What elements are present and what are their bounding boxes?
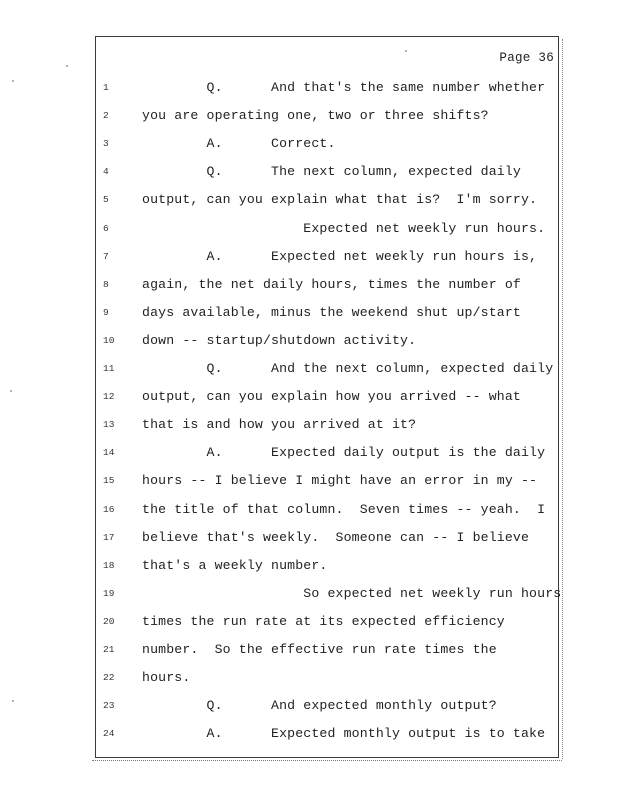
line-number: 1 (103, 82, 109, 93)
scan-speck (12, 700, 14, 702)
line-number: 15 (103, 475, 115, 487)
bottom-rule (92, 760, 562, 761)
line-text: output, can you explain how you arrived -- what (142, 389, 521, 405)
transcript-line (96, 558, 558, 578)
line-text: Expected net weekly run hours. (142, 220, 546, 236)
line-number: 7 (103, 250, 109, 262)
line-text: that's a weekly number. (142, 557, 328, 573)
line-text: Q. And the next column, expected daily (142, 361, 554, 376)
line-number: 24 (103, 728, 115, 740)
scan-speck (405, 50, 407, 52)
line-number: 5 (103, 194, 109, 206)
transcript-line (96, 417, 558, 437)
line-number: 17 (103, 531, 115, 543)
transcript-line (96, 530, 558, 550)
line-number: 14 (103, 447, 115, 459)
line-text: A. Correct. (142, 136, 336, 152)
transcript-page (95, 36, 562, 758)
line-number: 13 (103, 419, 115, 431)
transcript-line (96, 221, 558, 241)
line-number: 8 (103, 278, 109, 290)
transcript-line (96, 192, 558, 212)
transcript-line (96, 726, 558, 746)
line-number: 16 (103, 503, 115, 515)
scan-speck (10, 390, 12, 392)
line-text: believe that's weekly. Someone can -- I believe (142, 529, 530, 545)
line-number: 4 (103, 166, 109, 178)
line-number: 21 (103, 644, 115, 655)
line-number: 2 (103, 110, 109, 122)
transcript-line (96, 361, 558, 381)
line-text: times the run rate at its expected efficiency (142, 613, 505, 629)
line-number: 6 (103, 222, 109, 234)
line-text: that is and how you arrived at it? (142, 417, 417, 433)
page-number: Page 36 (499, 51, 554, 65)
line-text: hours -- I believe I might have an error in my -- (142, 473, 538, 489)
line-text: Q. And expected monthly output? (142, 698, 497, 714)
transcript-line (96, 389, 558, 409)
transcript-line (96, 445, 558, 465)
line-number: 18 (103, 559, 115, 571)
transcript-line (96, 614, 558, 634)
transcript-line (96, 333, 558, 353)
transcript-line (96, 670, 558, 690)
line-text: output, can you explain what that is? I'm sorry. (142, 192, 538, 208)
line-text: So expected net weekly run hours (142, 585, 562, 601)
line-number: 20 (103, 615, 115, 627)
transcript-line (96, 108, 558, 128)
line-text: A. Expected net weekly run hours is, (142, 248, 538, 264)
line-text: Q. The next column, expected daily (142, 164, 521, 180)
line-number: 22 (103, 672, 115, 684)
transcript-line (96, 473, 558, 493)
transcript-line (96, 164, 558, 184)
line-number: 23 (103, 700, 115, 712)
line-text: again, the net daily hours, times the number of (142, 276, 521, 292)
transcript-line (96, 698, 558, 718)
line-number: 11 (103, 363, 115, 374)
transcript-line (96, 249, 558, 269)
line-text: A. Expected monthly output is to take (142, 726, 546, 742)
scan-speck (12, 80, 14, 82)
transcript-line (96, 136, 558, 156)
line-number: 3 (103, 138, 109, 150)
line-number: 10 (103, 334, 115, 346)
line-text: you are operating one, two or three shifts? (142, 108, 489, 124)
transcript-line (96, 277, 558, 297)
line-text: the title of that column. Seven times -- yeah. I (142, 501, 546, 517)
line-text: hours. (142, 670, 191, 686)
line-text: A. Expected daily output is the daily (142, 445, 546, 461)
line-text: Q. And that's the same number whether (142, 80, 546, 95)
transcript-line (96, 502, 558, 522)
line-number: 12 (103, 391, 115, 403)
scan-speck (66, 65, 68, 67)
transcript-line (96, 305, 558, 325)
line-text: down -- startup/shutdown activity. (142, 332, 417, 348)
transcript-line (96, 80, 558, 100)
transcript-line (96, 642, 558, 662)
line-text: days available, minus the weekend shut up/start (142, 304, 521, 320)
line-text: number. So the effective run rate times the (142, 642, 497, 657)
line-number: 9 (103, 306, 109, 318)
transcript-line (96, 585, 562, 606)
line-number: 19 (103, 587, 115, 599)
